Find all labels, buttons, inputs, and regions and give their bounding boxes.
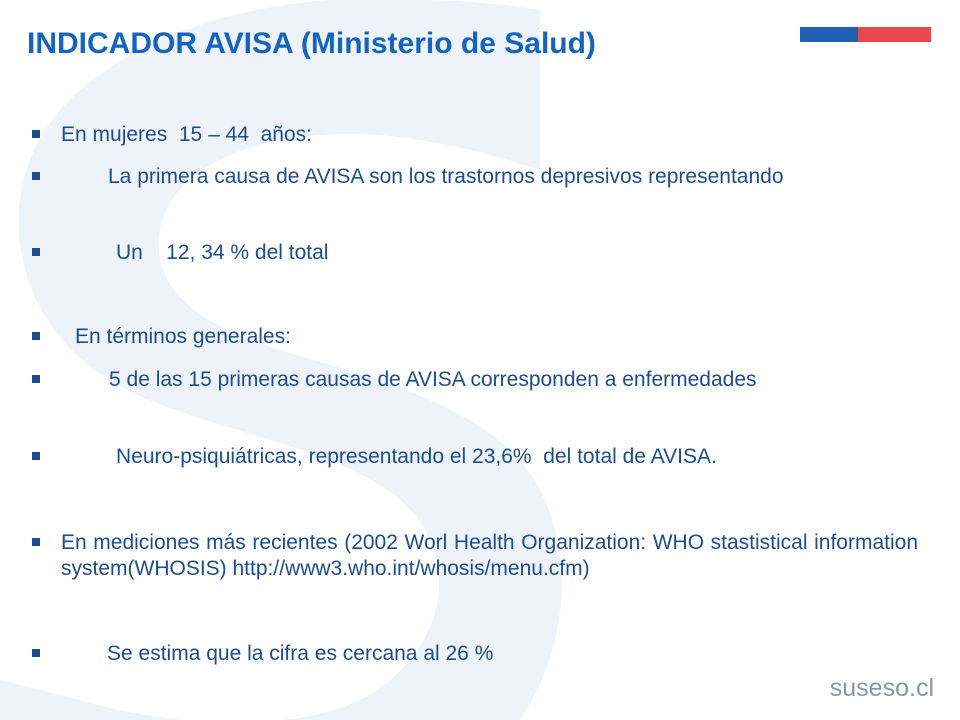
square-bullet-icon bbox=[32, 452, 40, 460]
bullet-text: En términos generales: bbox=[75, 325, 291, 348]
square-bullet-icon bbox=[32, 538, 40, 546]
bullet-item bbox=[30, 164, 918, 190]
bullet-list bbox=[30, 0, 918, 720]
square-bullet-icon bbox=[32, 375, 40, 383]
square-bullet-icon bbox=[32, 130, 40, 138]
bullet-item bbox=[30, 122, 918, 148]
square-bullet-icon bbox=[32, 172, 40, 180]
bullet-item bbox=[30, 367, 918, 393]
bullet-item bbox=[30, 324, 918, 350]
bullet-item bbox=[30, 530, 918, 582]
bullet-text: Se estima que la cifra es cercana al 26 % bbox=[107, 642, 494, 665]
square-bullet-icon bbox=[32, 248, 40, 256]
bullet-item bbox=[30, 444, 918, 470]
bullet-text: En mujeres 15 – 44 años: bbox=[61, 123, 312, 146]
square-bullet-icon bbox=[32, 649, 40, 657]
bullet-text: La primera causa de AVISA son los trastornos depresivos representando bbox=[108, 165, 784, 188]
page-title: INDICADOR AVISA (Ministerio de Salud) bbox=[27, 27, 596, 60]
brand-logo-text: suseso.cl bbox=[829, 674, 934, 702]
bullet-text: Neuro-psiquiátricas, representando el 23,6% del total de AVISA. bbox=[116, 445, 717, 468]
bullet-text: Un 12, 34 % del total bbox=[116, 241, 329, 264]
square-bullet-icon bbox=[32, 332, 40, 340]
bullet-item bbox=[30, 240, 918, 266]
bullet-text: En mediciones más recientes (2002 Worl Health Organization: WHO stastistical information system(WHOSIS) http://www3.who.int/whosis/menu.cfm) bbox=[61, 531, 918, 580]
bullet-item bbox=[30, 641, 918, 667]
bullet-text: 5 de las 15 primeras causas de AVISA corresponden a enfermedades bbox=[109, 368, 757, 391]
